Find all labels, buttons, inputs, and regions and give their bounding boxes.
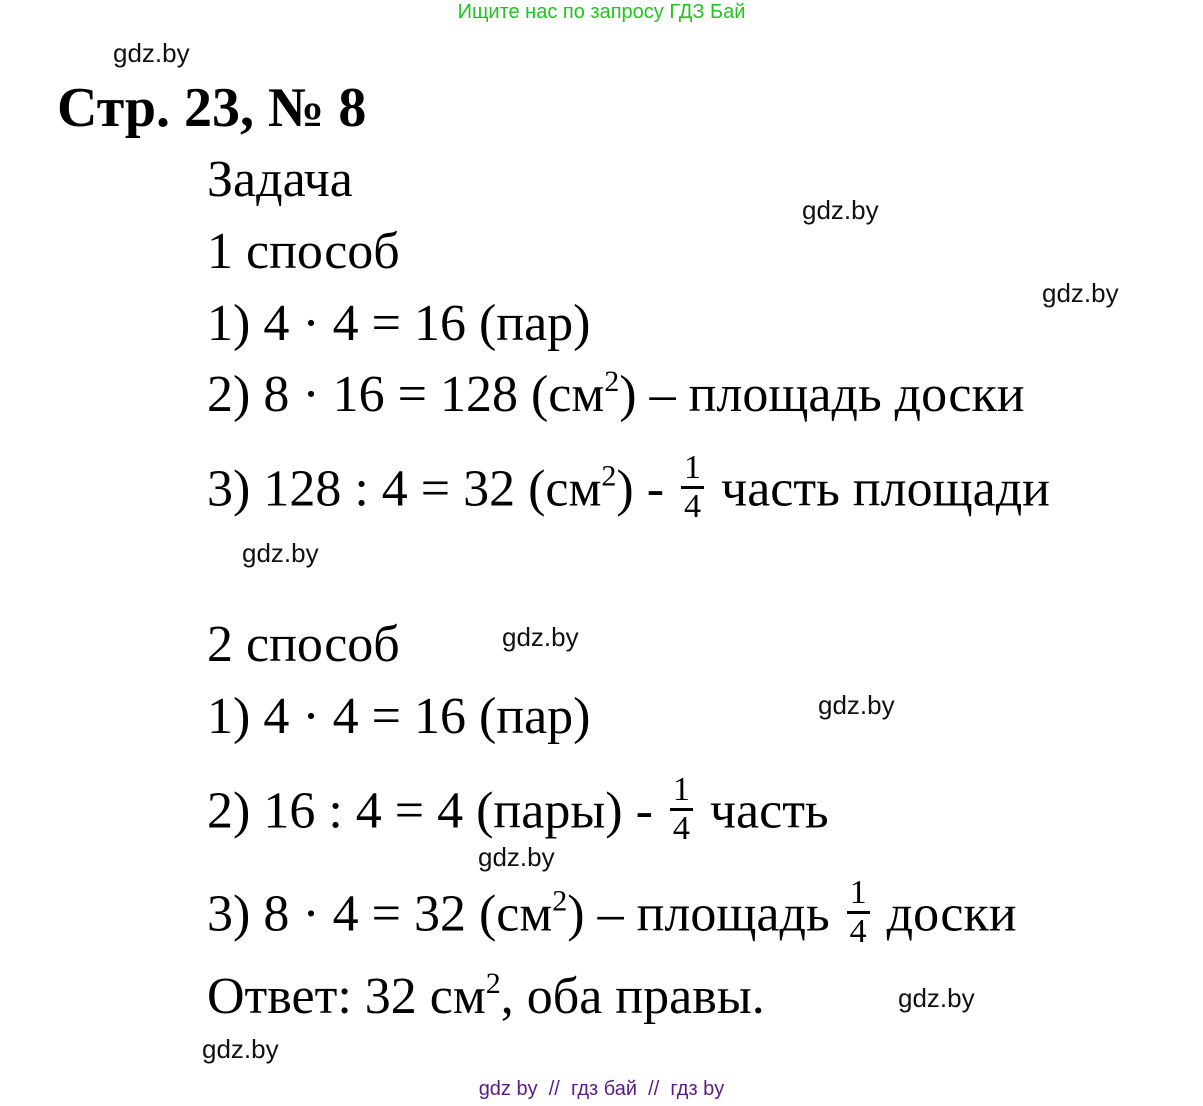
fraction: [670, 772, 693, 847]
superscript: 2: [552, 884, 568, 918]
method2-step1: 1) 4 · 4 = 16 (пар): [207, 688, 591, 745]
superscript: 2: [485, 967, 501, 1000]
superscript: 2: [604, 365, 620, 398]
text: 2) 8 · 16 = 128 (см: [207, 366, 605, 423]
watermark: gdz.by: [502, 622, 579, 652]
fraction: [847, 875, 870, 950]
denominator: 4: [672, 810, 690, 847]
method2-step2: [207, 771, 829, 853]
search-banner[interactable]: Ищите нас по запросу ГДЗ Бай: [457, 1, 746, 23]
denominator: 4: [684, 488, 702, 525]
text: часть площади: [708, 460, 1050, 518]
numerator: 1: [681, 450, 704, 489]
watermark: gdz.by: [113, 38, 190, 68]
method1-step2: [207, 365, 1025, 423]
text: 3) 8 · 4 = 32 (см: [207, 885, 553, 943]
text: 3) 128 : 4 = 32 (см: [207, 460, 602, 518]
method1-step1: 1) 4 · 4 = 16 (пар): [207, 295, 591, 352]
text: ) – площадь: [567, 885, 843, 943]
text: Ответ: 32 см: [207, 968, 486, 1025]
text: ) – площадь доски: [619, 366, 1025, 423]
watermark: gdz.by: [898, 983, 975, 1013]
superscript: 2: [601, 459, 617, 493]
watermark: gdz.by: [478, 842, 555, 872]
numerator: 1: [847, 875, 870, 914]
page-title: Стр. 23, № 8: [57, 77, 367, 139]
text: доски: [873, 885, 1017, 943]
answer: [207, 967, 765, 1025]
method1-label: 1 способ: [207, 223, 400, 280]
text: часть: [696, 782, 829, 840]
text: ) -: [616, 460, 678, 518]
task-label: Задача: [207, 151, 353, 208]
denominator: 4: [849, 913, 867, 950]
watermark: gdz.by: [1042, 278, 1119, 308]
watermark: gdz.by: [242, 538, 319, 568]
method2-label: 2 способ: [207, 616, 400, 673]
method1-step3: [207, 449, 1050, 531]
text: 2) 16 : 4 = 4 (пары) -: [207, 782, 666, 840]
method2-step3: [207, 874, 1017, 956]
footer-links[interactable]: gdz by // гдз бай // гдз by: [478, 1078, 725, 1100]
watermark: gdz.by: [818, 690, 895, 720]
text: , оба правы.: [500, 968, 765, 1025]
watermark: gdz.by: [202, 1034, 279, 1064]
watermark: gdz.by: [802, 195, 879, 225]
fraction: [681, 450, 704, 525]
numerator: 1: [670, 772, 693, 811]
